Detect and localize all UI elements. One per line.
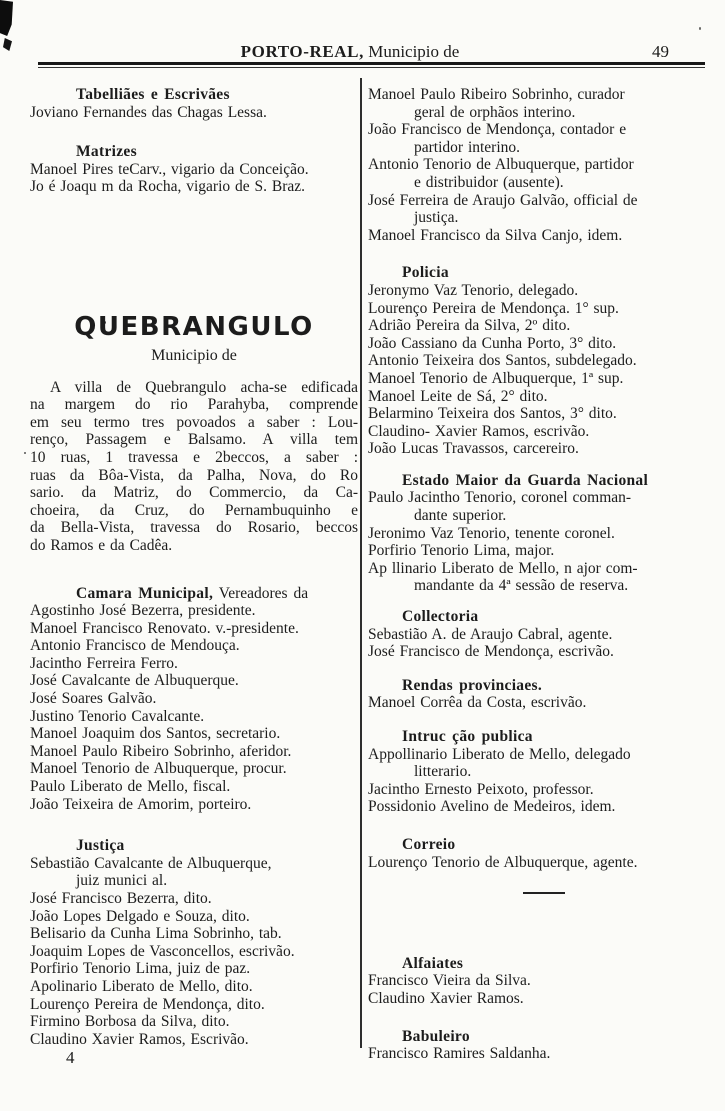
section-heading-bold: Rendas provinciaes. [402,676,543,694]
text-line: Francisco Vieira da Silva. [368,972,531,990]
text-line: Manoel Francisco da Silva Canjo, idem. [368,226,623,244]
text-line: Jacintho Ferreira Ferro. [30,654,178,672]
section-heading [368,608,720,626]
text-line: em seu termo tres povoados a saber : Lou- [30,413,358,431]
column-divider [360,78,362,1048]
text-line: Claudino- Xavier Ramos, escrivão. [368,422,590,440]
text-line: José Cavalcante de Albuquerque. [30,672,239,690]
text-line: da Bella-Vista, travessa do Rosario, beccos [30,519,358,537]
section-estado-maior-da-guarda-nacional [368,472,720,595]
text-line: Belarmino Teixeira dos Santos, 3° dito. [368,405,617,423]
text-line: litterario. [414,763,472,781]
text-line: do Ramos e da Cadêa. [30,536,173,554]
text-line: Manoel Leite de Sá, 2° dito. [368,387,548,405]
section-heading [30,837,358,855]
text-line: Manoel Paulo Ribeiro Sobrinho, aferidor. [30,742,292,760]
text-line: João Teixeira de Amorim, porteiro. [30,795,252,813]
text-line: João Lopes Delgado e Souza, dito. [30,907,250,925]
section-heading-bold: Policia [402,264,449,282]
right-column [368,86,720,1063]
header-rule [38,62,705,68]
text-line: Justino Tenorio Cavalcante. [30,707,205,725]
text-line: Possidonio Avelino de Medeiros, idem. [368,798,616,816]
section-divider [368,883,720,901]
text-line: Antonio Francisco de Mendouça. [30,637,240,655]
section-tabelliaes-e-escrivaes [30,86,358,121]
text-line: e distribuidor (ausente). [414,173,564,191]
text-line: Manoel Tenorio de Albuquerque, procur. [30,760,287,778]
text-line: Jacintho Ernesto Peixoto, professor. [368,780,594,798]
text-line: Antonio Teixeira dos Santos, subdelegado. [368,352,637,370]
text-line: Firmino Borbosa da Silva, dito. [30,1013,230,1031]
text-line: geral de orphãos interino. [414,103,576,121]
text-line: Paulo Liberato de Mello, fiscal. [30,778,231,796]
text-line: Lourenço Pereira de Mendonça, dito. [30,995,265,1013]
text-line: Manoel Paulo Ribeiro Sobrinho, curador [368,86,625,103]
text-line: Ap llinario Liberato de Mello, n ajor com- [368,559,638,577]
signature-mark: 4 [66,1048,75,1067]
text-line: Paulo Jacintho Tenorio, coronel comman- [368,489,632,507]
text-line: João Cassiano da Cunha Porto, 3° dito. [368,334,617,352]
text-line: Lourenço Tenorio de Albuquerque, agente. [368,853,638,871]
section-heading-bold: Babuleiro [402,1027,470,1045]
text-line: mandante da 4ª sessão de reserva. [414,577,629,595]
text-line: Antonio Tenorio de Albuquerque, partidor [368,156,634,174]
section-intruc-cao-publica [368,728,720,816]
section-heading [30,86,358,104]
text-line: João Francisco de Mendonça, contador e [368,121,627,139]
section-list [368,86,720,244]
text-line: João Lucas Travassos, carcereiro. [368,440,579,458]
ink-speck [699,27,701,30]
text-line: choeira, da Cruz, do Pernambuquinho e [30,501,358,519]
section-heading [368,264,720,282]
page-number: 49 [652,42,669,61]
text-line: Lourenço Pereira de Mendonça. 1° sup. [368,299,619,317]
text-line: Apolinario Liberato de Mello, dito. [30,977,253,995]
section-heading-bold: Collectoria [402,608,479,626]
section-heading-bold: Matrizes [76,143,137,161]
section-rendas-provinciaes [368,677,720,712]
text-line: Jo é Joaqu m da Rocha, vigario de S. Braz. [30,178,306,196]
text-line: Manoel Corrêa da Costa, escrivão. [368,694,587,712]
header-municipality-name: PORTO-REAL, [240,42,364,61]
text-line: ruas da Bôa-Vista, da Palha, Nova, do Ro [30,466,358,484]
section-alfaiates [368,955,720,1008]
text-line: José Ferreira de Araujo Galvão, official de [368,191,638,209]
text-line: Claudino Xavier Ramos. [368,989,524,1007]
text-line: justiça. [414,209,459,227]
text-line: Appollinario Liberato de Mello, delegado [368,745,631,763]
section-heading [368,728,720,746]
section-correio [368,836,720,871]
header-rule-thin [38,67,705,68]
section-divider-dash [523,892,565,894]
section-justica [30,837,358,1048]
text-line: José Francisco de Mendonça, escrivão. [368,643,614,661]
text-line: Adrião Pereira da Silva, 2º dito. [368,317,571,335]
text-line: Claudino Xavier Ramos, Escrivão. [30,1030,249,1048]
text-line: juiz munici al. [76,872,168,890]
text-line: sario. da Matriz, do Commercio, da Ca- [30,484,358,502]
municipality-subtitle: Municipio de [151,346,237,364]
text-line: dante superior. [414,507,507,525]
text-line: 10 ruas, 1 travessa e 2beccos, a saber : [30,448,358,466]
text-line: Manoel Pires teCarv., vigario da Conceição. [30,160,309,178]
text-line: José Soares Galvão. [30,690,157,708]
section-heading-bold: Alfaiates [402,954,464,972]
header-subtitle: Municipio de [363,42,460,61]
text-line: Jeronymo Vaz Tenorio, delegado. [368,281,579,299]
page-header [0,42,700,62]
section-quebrangulo [30,312,358,365]
section-paragraph [30,379,358,555]
text-line: Manoel Joaquim dos Santos, secretario. [30,725,281,743]
section-heading-bold: Estado Maior da Guarda Nacional [402,471,649,489]
section-heading-bold: Intruc ção publica [402,728,533,745]
ink-speck [24,452,26,454]
section-heading [368,677,720,695]
text-line: Belisario da Cunha Lima Sobrinho, tab. [30,925,282,943]
section-heading-bold: Camara Municipal, [76,584,214,602]
text-line: renço, Passagem e Balsamo. A villa tem [30,431,358,449]
left-column [30,86,358,1048]
section-matrizes [30,143,358,196]
section-collectoria [368,608,720,661]
section-heading [368,472,720,490]
text-line: Agostinho José Bezerra, presidente. [30,602,256,620]
section-heading [30,143,358,161]
section-heading-suffix: Vereadores da [213,584,309,602]
section-camara-municipal [30,585,358,814]
section-heading-bold: Justiça [76,837,125,855]
text-line: na margem do rio Parahyba, comprende [30,396,358,414]
section-policia [368,264,720,458]
text-line: Sebastião Cavalcante de Albuquerque, [30,854,272,872]
section-heading [368,955,720,973]
section-babuleiro [368,1028,720,1063]
section-heading [368,836,720,854]
text-line: Joaquim Lopes de Vasconcellos, escrivão. [30,942,295,960]
text-line: Manoel Tenorio de Albuquerque, 1ª sup. [368,369,624,387]
text-line: Manoel Francisco Renovato. v.-presidente. [30,619,299,637]
text-line: Porfirio Tenorio Lima, major. [368,542,555,560]
ink-blot [0,0,13,36]
section-heading-bold: Correio [402,835,456,853]
text-line: partidor interino. [414,138,521,156]
text-line: Sebastião A. de Araujo Cabral, agente. [368,625,613,643]
header-rule-thick [38,62,705,65]
text-line: José Francisco Bezerra, dito. [30,890,212,907]
section-heading [368,1028,720,1046]
text-line: Porfirio Tenorio Lima, juiz de paz. [30,960,251,978]
text-line: Joviano Fernandes das Chagas Lessa. [30,103,267,121]
municipality-title: QUEBRANGULO [74,311,314,342]
text-line: Francisco Ramires Saldanha. [368,1045,551,1063]
section-heading-bold: Tabelliães e Escrivães [76,86,230,103]
text-line: Jeronimo Vaz Tenorio, tenente coronel. [368,524,615,542]
text-line: A villa de Quebrangulo acha-se edificada [50,378,358,396]
section-heading [30,585,358,603]
